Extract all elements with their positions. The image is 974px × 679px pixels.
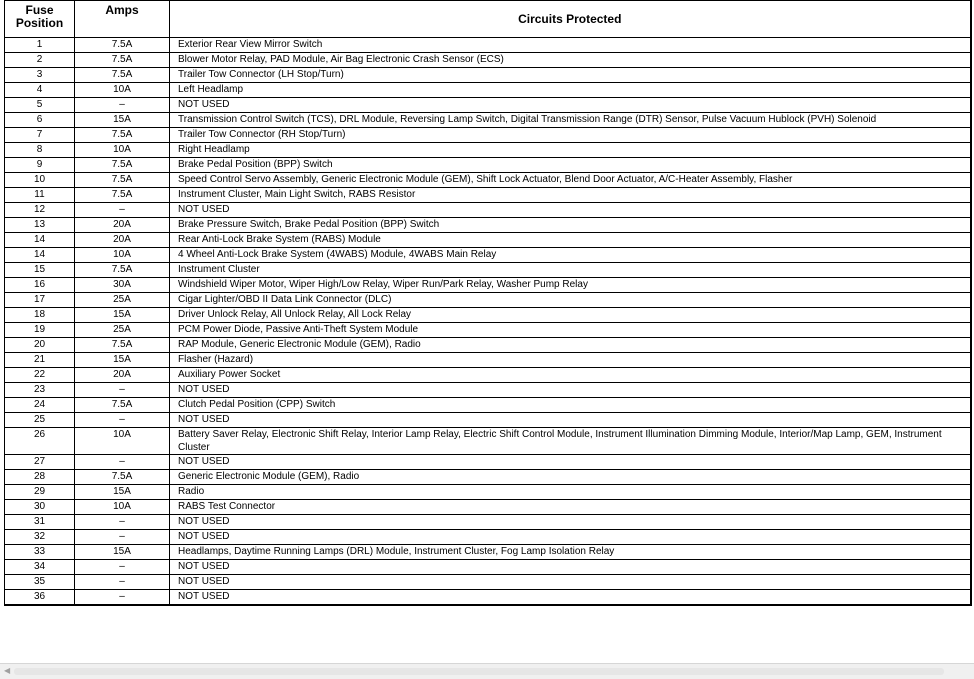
table-row bbox=[5, 398, 971, 413]
fuse-position-cell: 14 bbox=[5, 233, 75, 248]
header-circuits-protected: Circuits Protected bbox=[170, 1, 971, 38]
circuits-cell: Instrument Cluster, Main Light Switch, RABS Resistor bbox=[170, 188, 971, 203]
amps-cell: – bbox=[75, 590, 170, 606]
table-row bbox=[5, 293, 971, 308]
circuits-cell: NOT USED bbox=[170, 575, 971, 590]
fuse-position-cell: 18 bbox=[5, 308, 75, 323]
table-row bbox=[5, 128, 971, 143]
fuse-position-cell: 9 bbox=[5, 158, 75, 173]
fuse-position-cell: 32 bbox=[5, 530, 75, 545]
circuits-cell: NOT USED bbox=[170, 455, 971, 470]
circuits-cell: Instrument Cluster bbox=[170, 263, 971, 278]
amps-cell: – bbox=[75, 455, 170, 470]
table-row bbox=[5, 188, 971, 203]
amps-cell: 7.5A bbox=[75, 38, 170, 53]
fuse-position-cell: 29 bbox=[5, 485, 75, 500]
table-row bbox=[5, 368, 971, 383]
amps-cell: – bbox=[75, 413, 170, 428]
fuse-position-cell: 8 bbox=[5, 143, 75, 158]
header-fuse-position bbox=[5, 1, 75, 38]
table-row bbox=[5, 545, 971, 560]
fuse-position-cell: 27 bbox=[5, 455, 75, 470]
amps-cell: 10A bbox=[75, 143, 170, 158]
circuits-cell: Blower Motor Relay, PAD Module, Air Bag Electronic Crash Sensor (ECS) bbox=[170, 53, 971, 68]
fuse-position-cell: 22 bbox=[5, 368, 75, 383]
circuits-cell: Brake Pedal Position (BPP) Switch bbox=[170, 158, 971, 173]
circuits-cell: Headlamps, Daytime Running Lamps (DRL) Module, Instrument Cluster, Fog Lamp Isolation Relay bbox=[170, 545, 971, 560]
circuits-cell: Driver Unlock Relay, All Unlock Relay, All Lock Relay bbox=[170, 308, 971, 323]
circuits-cell: Auxiliary Power Socket bbox=[170, 368, 971, 383]
circuits-cell: PCM Power Diode, Passive Anti-Theft System Module bbox=[170, 323, 971, 338]
fuse-position-cell: 33 bbox=[5, 545, 75, 560]
circuits-cell: Trailer Tow Connector (LH Stop/Turn) bbox=[170, 68, 971, 83]
fuse-position-cell: 17 bbox=[5, 293, 75, 308]
circuits-cell: Speed Control Servo Assembly, Generic Electronic Module (GEM), Shift Lock Actuator, Blend Door Actuator, A/C-Heater Assembly, Flasher bbox=[170, 173, 971, 188]
table-row bbox=[5, 560, 971, 575]
table-row bbox=[5, 143, 971, 158]
circuits-cell: NOT USED bbox=[170, 530, 971, 545]
table-row bbox=[5, 530, 971, 545]
amps-cell: 20A bbox=[75, 233, 170, 248]
fuse-position-cell: 15 bbox=[5, 263, 75, 278]
fuse-table bbox=[4, 0, 972, 606]
table-row bbox=[5, 338, 971, 353]
amps-cell: 15A bbox=[75, 353, 170, 368]
circuits-cell: NOT USED bbox=[170, 515, 971, 530]
amps-cell: – bbox=[75, 98, 170, 113]
table-row bbox=[5, 455, 971, 470]
amps-cell: 7.5A bbox=[75, 398, 170, 413]
amps-cell: 7.5A bbox=[75, 263, 170, 278]
table-row bbox=[5, 353, 971, 368]
fuse-position-cell: 31 bbox=[5, 515, 75, 530]
amps-cell: 15A bbox=[75, 485, 170, 500]
table-row bbox=[5, 383, 971, 398]
amps-cell: 7.5A bbox=[75, 338, 170, 353]
circuits-cell: NOT USED bbox=[170, 560, 971, 575]
amps-cell: 30A bbox=[75, 278, 170, 293]
chevron-left-icon[interactable]: ◀ bbox=[4, 666, 11, 675]
circuits-cell: NOT USED bbox=[170, 203, 971, 218]
table-row bbox=[5, 203, 971, 218]
amps-cell: 25A bbox=[75, 323, 170, 338]
circuits-cell: Rear Anti-Lock Brake System (RABS) Module bbox=[170, 233, 971, 248]
circuits-cell: 4 Wheel Anti-Lock Brake System (4WABS) Module, 4WABS Main Relay bbox=[170, 248, 971, 263]
table-row bbox=[5, 485, 971, 500]
circuits-cell: NOT USED bbox=[170, 383, 971, 398]
circuits-cell: RABS Test Connector bbox=[170, 500, 971, 515]
amps-cell: 7.5A bbox=[75, 158, 170, 173]
fuse-position-cell: 35 bbox=[5, 575, 75, 590]
table-row bbox=[5, 263, 971, 278]
fuse-position-cell: 3 bbox=[5, 68, 75, 83]
fuse-position-cell: 12 bbox=[5, 203, 75, 218]
amps-cell: 15A bbox=[75, 545, 170, 560]
fuse-position-cell: 30 bbox=[5, 500, 75, 515]
table-row bbox=[5, 278, 971, 293]
fuse-table-sheet bbox=[4, 0, 970, 662]
fuse-position-cell: 34 bbox=[5, 560, 75, 575]
fuse-position-cell: 13 bbox=[5, 218, 75, 233]
fuse-position-cell: 4 bbox=[5, 83, 75, 98]
fuse-position-cell: 2 bbox=[5, 53, 75, 68]
amps-cell: 25A bbox=[75, 293, 170, 308]
circuits-cell: Left Headlamp bbox=[170, 83, 971, 98]
circuits-cell: Brake Pressure Switch, Brake Pedal Position (BPP) Switch bbox=[170, 218, 971, 233]
circuits-cell: Clutch Pedal Position (CPP) Switch bbox=[170, 398, 971, 413]
amps-cell: 7.5A bbox=[75, 173, 170, 188]
amps-cell: 10A bbox=[75, 428, 170, 455]
amps-cell: 7.5A bbox=[75, 188, 170, 203]
table-row bbox=[5, 113, 971, 128]
fuse-position-cell: 10 bbox=[5, 173, 75, 188]
amps-cell: – bbox=[75, 203, 170, 218]
circuits-cell: Cigar Lighter/OBD II Data Link Connector (DLC) bbox=[170, 293, 971, 308]
table-row bbox=[5, 500, 971, 515]
fuse-position-cell: 6 bbox=[5, 113, 75, 128]
table-row bbox=[5, 515, 971, 530]
table-row bbox=[5, 218, 971, 233]
fuse-position-cell: 21 bbox=[5, 353, 75, 368]
fuse-position-cell: 11 bbox=[5, 188, 75, 203]
table-row bbox=[5, 68, 971, 83]
circuits-cell: NOT USED bbox=[170, 98, 971, 113]
fuse-position-cell: 23 bbox=[5, 383, 75, 398]
header-position-label: Position bbox=[15, 16, 64, 30]
table-row bbox=[5, 173, 971, 188]
table-header-row bbox=[5, 1, 971, 38]
fuse-position-cell: 5 bbox=[5, 98, 75, 113]
table-row bbox=[5, 575, 971, 590]
fuse-position-cell: 1 bbox=[5, 38, 75, 53]
amps-cell: 10A bbox=[75, 83, 170, 98]
fuse-position-cell: 19 bbox=[5, 323, 75, 338]
amps-cell: 10A bbox=[75, 248, 170, 263]
fuse-position-cell: 26 bbox=[5, 428, 75, 455]
amps-cell: 7.5A bbox=[75, 128, 170, 143]
fuse-position-cell: 28 bbox=[5, 470, 75, 485]
scrollbar-thumb[interactable] bbox=[14, 668, 944, 675]
amps-cell: 7.5A bbox=[75, 470, 170, 485]
circuits-cell: Trailer Tow Connector (RH Stop/Turn) bbox=[170, 128, 971, 143]
amps-cell: – bbox=[75, 530, 170, 545]
table-row bbox=[5, 83, 971, 98]
fuse-position-cell: 16 bbox=[5, 278, 75, 293]
circuits-cell: Exterior Rear View Mirror Switch bbox=[170, 38, 971, 53]
amps-cell: 15A bbox=[75, 308, 170, 323]
circuits-cell: Flasher (Hazard) bbox=[170, 353, 971, 368]
amps-cell: – bbox=[75, 515, 170, 530]
table-row bbox=[5, 248, 971, 263]
circuits-cell: NOT USED bbox=[170, 413, 971, 428]
circuits-cell: Battery Saver Relay, Electronic Shift Relay, Interior Lamp Relay, Electric Shift Control Module, Instrument Illumination Dimming Module, Interior/Map Lamp, GEM, Instrument Cluster bbox=[170, 428, 971, 455]
circuits-cell: RAP Module, Generic Electronic Module (GEM), Radio bbox=[170, 338, 971, 353]
fuse-position-cell: 24 bbox=[5, 398, 75, 413]
amps-cell: 7.5A bbox=[75, 53, 170, 68]
table-row bbox=[5, 323, 971, 338]
horizontal-scrollbar[interactable] bbox=[0, 663, 974, 679]
table-row bbox=[5, 413, 971, 428]
table-row bbox=[5, 428, 971, 455]
table-row bbox=[5, 470, 971, 485]
circuits-cell: Generic Electronic Module (GEM), Radio bbox=[170, 470, 971, 485]
amps-cell: – bbox=[75, 560, 170, 575]
table-row bbox=[5, 38, 971, 53]
table-row bbox=[5, 590, 971, 606]
circuits-cell: Radio bbox=[170, 485, 971, 500]
table-row bbox=[5, 308, 971, 323]
circuits-cell: Right Headlamp bbox=[170, 143, 971, 158]
table-row bbox=[5, 98, 971, 113]
fuse-position-cell: 7 bbox=[5, 128, 75, 143]
header-fuse-label: Fuse bbox=[25, 3, 54, 17]
amps-cell: 20A bbox=[75, 368, 170, 383]
amps-cell: 20A bbox=[75, 218, 170, 233]
circuits-cell: Windshield Wiper Motor, Wiper High/Low Relay, Wiper Run/Park Relay, Washer Pump Relay bbox=[170, 278, 971, 293]
amps-cell: – bbox=[75, 575, 170, 590]
table-row bbox=[5, 158, 971, 173]
amps-cell: 15A bbox=[75, 113, 170, 128]
circuits-cell: NOT USED bbox=[170, 590, 971, 606]
table-row bbox=[5, 233, 971, 248]
fuse-position-cell: 20 bbox=[5, 338, 75, 353]
amps-cell: 10A bbox=[75, 500, 170, 515]
circuits-cell: Transmission Control Switch (TCS), DRL Module, Reversing Lamp Switch, Digital Transmission Range (DTR) Sensor, Pulse Vacuum Hublock (PVH) Solenoid bbox=[170, 113, 971, 128]
table-row bbox=[5, 53, 971, 68]
fuse-position-cell: 14 bbox=[5, 248, 75, 263]
fuse-position-cell: 36 bbox=[5, 590, 75, 606]
amps-cell: – bbox=[75, 383, 170, 398]
header-amps: Amps bbox=[75, 1, 170, 38]
amps-cell: 7.5A bbox=[75, 68, 170, 83]
fuse-position-cell: 25 bbox=[5, 413, 75, 428]
